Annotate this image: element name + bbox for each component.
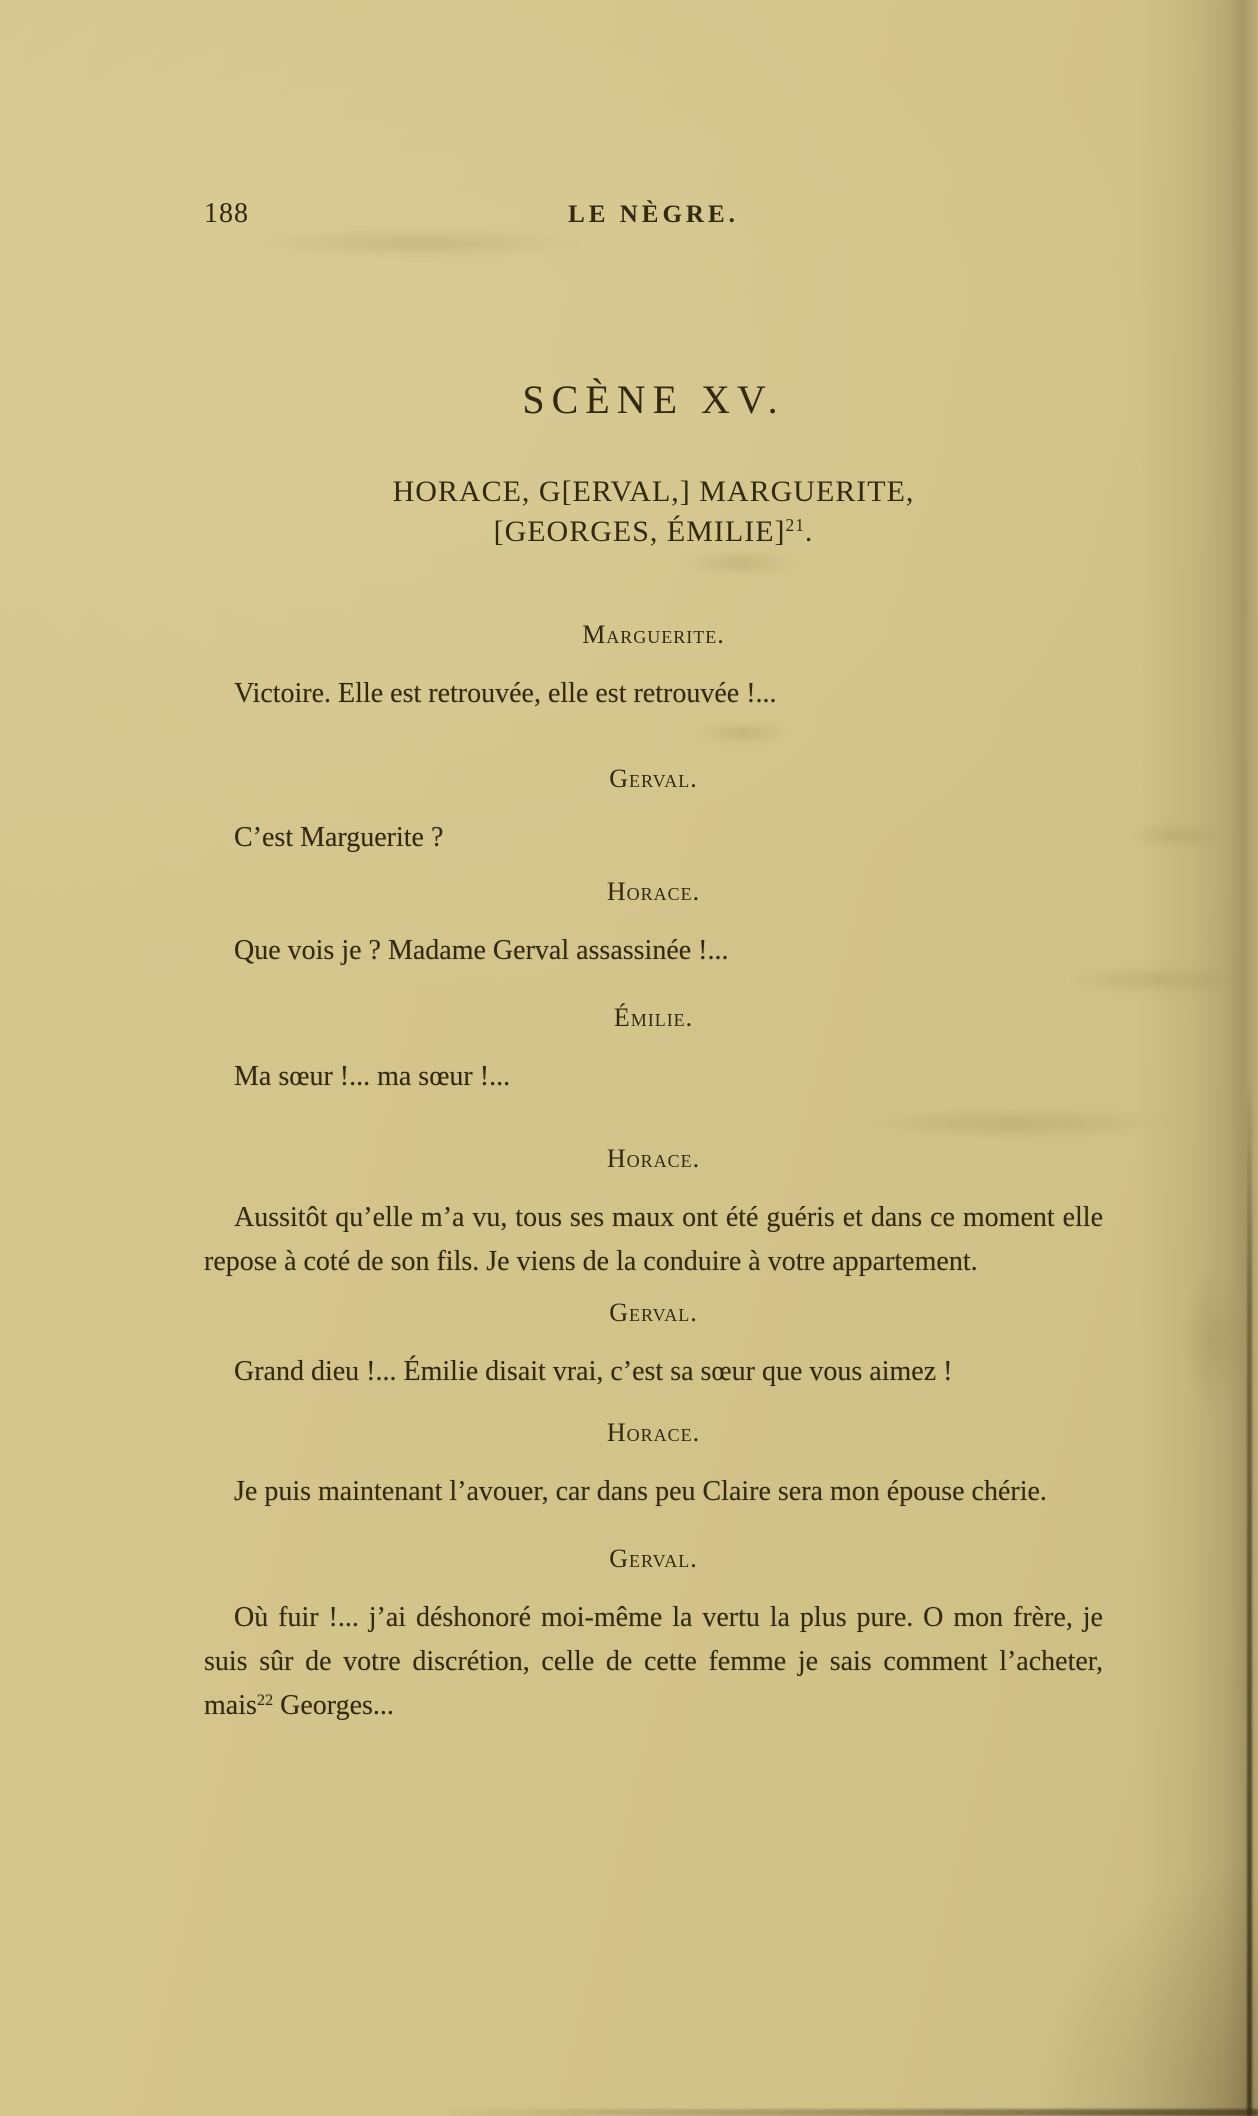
dialogue-block	[204, 764, 1103, 860]
text-segment: Ma sœur !... ma sœur !...	[234, 1061, 511, 1092]
dialogue	[204, 620, 1103, 1728]
text-segment: .	[804, 515, 814, 548]
running-head	[204, 198, 1103, 230]
text-segment: Où fuir !... j’ai déshonoré moi-même la vertu la plus pure. O mon frère, je suis sûr de votre discrétion, celle de cette femme je sais comment l’acheter, mais	[204, 1602, 1103, 1721]
show-through-mark	[1130, 822, 1220, 848]
dialogue-line	[204, 672, 1103, 716]
text-segment: Grand dieu !... Émilie disait vrai, c’est sa sœur que vous aimez !	[234, 1356, 953, 1387]
dialogue-block	[204, 1298, 1103, 1394]
text-segment: Georges...	[273, 1690, 394, 1721]
dialogue-block	[204, 1003, 1103, 1099]
dialogue-line	[204, 1350, 1004, 1394]
speaker-name: Gerval.	[609, 1544, 698, 1573]
running-title: LE NÈGRE.	[568, 201, 739, 228]
dialogue-line	[204, 1055, 1103, 1099]
footnote-marker: 22	[256, 1691, 274, 1710]
speaker-name: Horace.	[606, 1418, 701, 1447]
text-segment: Aussitôt qu’elle m’a vu, tous ses maux ont été guéris et dans ce moment elle repose à coté de son fils. Je viens de la conduire à votre appartement.	[204, 1202, 1103, 1277]
cast-list	[204, 472, 1103, 552]
text-segment: C’est Marguerite ?	[234, 822, 444, 853]
text-segment: Victoire. Elle est retrouvée, elle est retrouvée !...	[234, 678, 777, 709]
text-segment: Je puis maintenant l’avouer, car dans peu Claire sera mon épouse chérie.	[234, 1476, 1047, 1507]
page-edge-line	[1247, 1080, 1252, 2116]
speaker-name: Gerval.	[609, 1298, 698, 1327]
show-through-mark	[1185, 1270, 1240, 1410]
dialogue-block	[204, 620, 1103, 716]
cast-line-2	[204, 512, 1103, 552]
text-segment: Que vois je ? Madame Gerval assassinée !...	[234, 935, 729, 966]
dialogue-line	[204, 1196, 1103, 1284]
dialogue-line	[204, 816, 1103, 860]
speaker-name: Horace.	[606, 877, 701, 906]
dialogue-line	[204, 1470, 1103, 1514]
dialogue-block	[204, 1544, 1103, 1728]
dialogue-line	[204, 929, 1103, 973]
speaker-name: Marguerite.	[582, 620, 725, 649]
gutter-shadow-band	[1138, 0, 1258, 2116]
text-segment: [GEORGES, ÉMILIE]	[493, 515, 786, 548]
dialogue-block	[204, 1418, 1103, 1514]
dialogue-block	[204, 877, 1103, 973]
footnote-marker: 21	[785, 515, 805, 536]
text-column	[204, 198, 1103, 1728]
dialogue-line	[204, 1596, 1103, 1728]
speaker-name: Horace.	[606, 1144, 701, 1173]
scene-title: SCÈNE XV.	[522, 377, 785, 422]
dialogue-block	[204, 1144, 1103, 1284]
page-bottom-edge	[0, 2109, 1258, 2116]
speaker-name: Gerval.	[609, 764, 698, 793]
page-corner-shadow	[1038, 1856, 1258, 2116]
speaker-name: Émilie.	[613, 1003, 694, 1032]
page-number: 188	[204, 198, 249, 229]
cast-line-1: HORACE, G[ERVAL,] MARGUERITE,	[392, 475, 915, 508]
